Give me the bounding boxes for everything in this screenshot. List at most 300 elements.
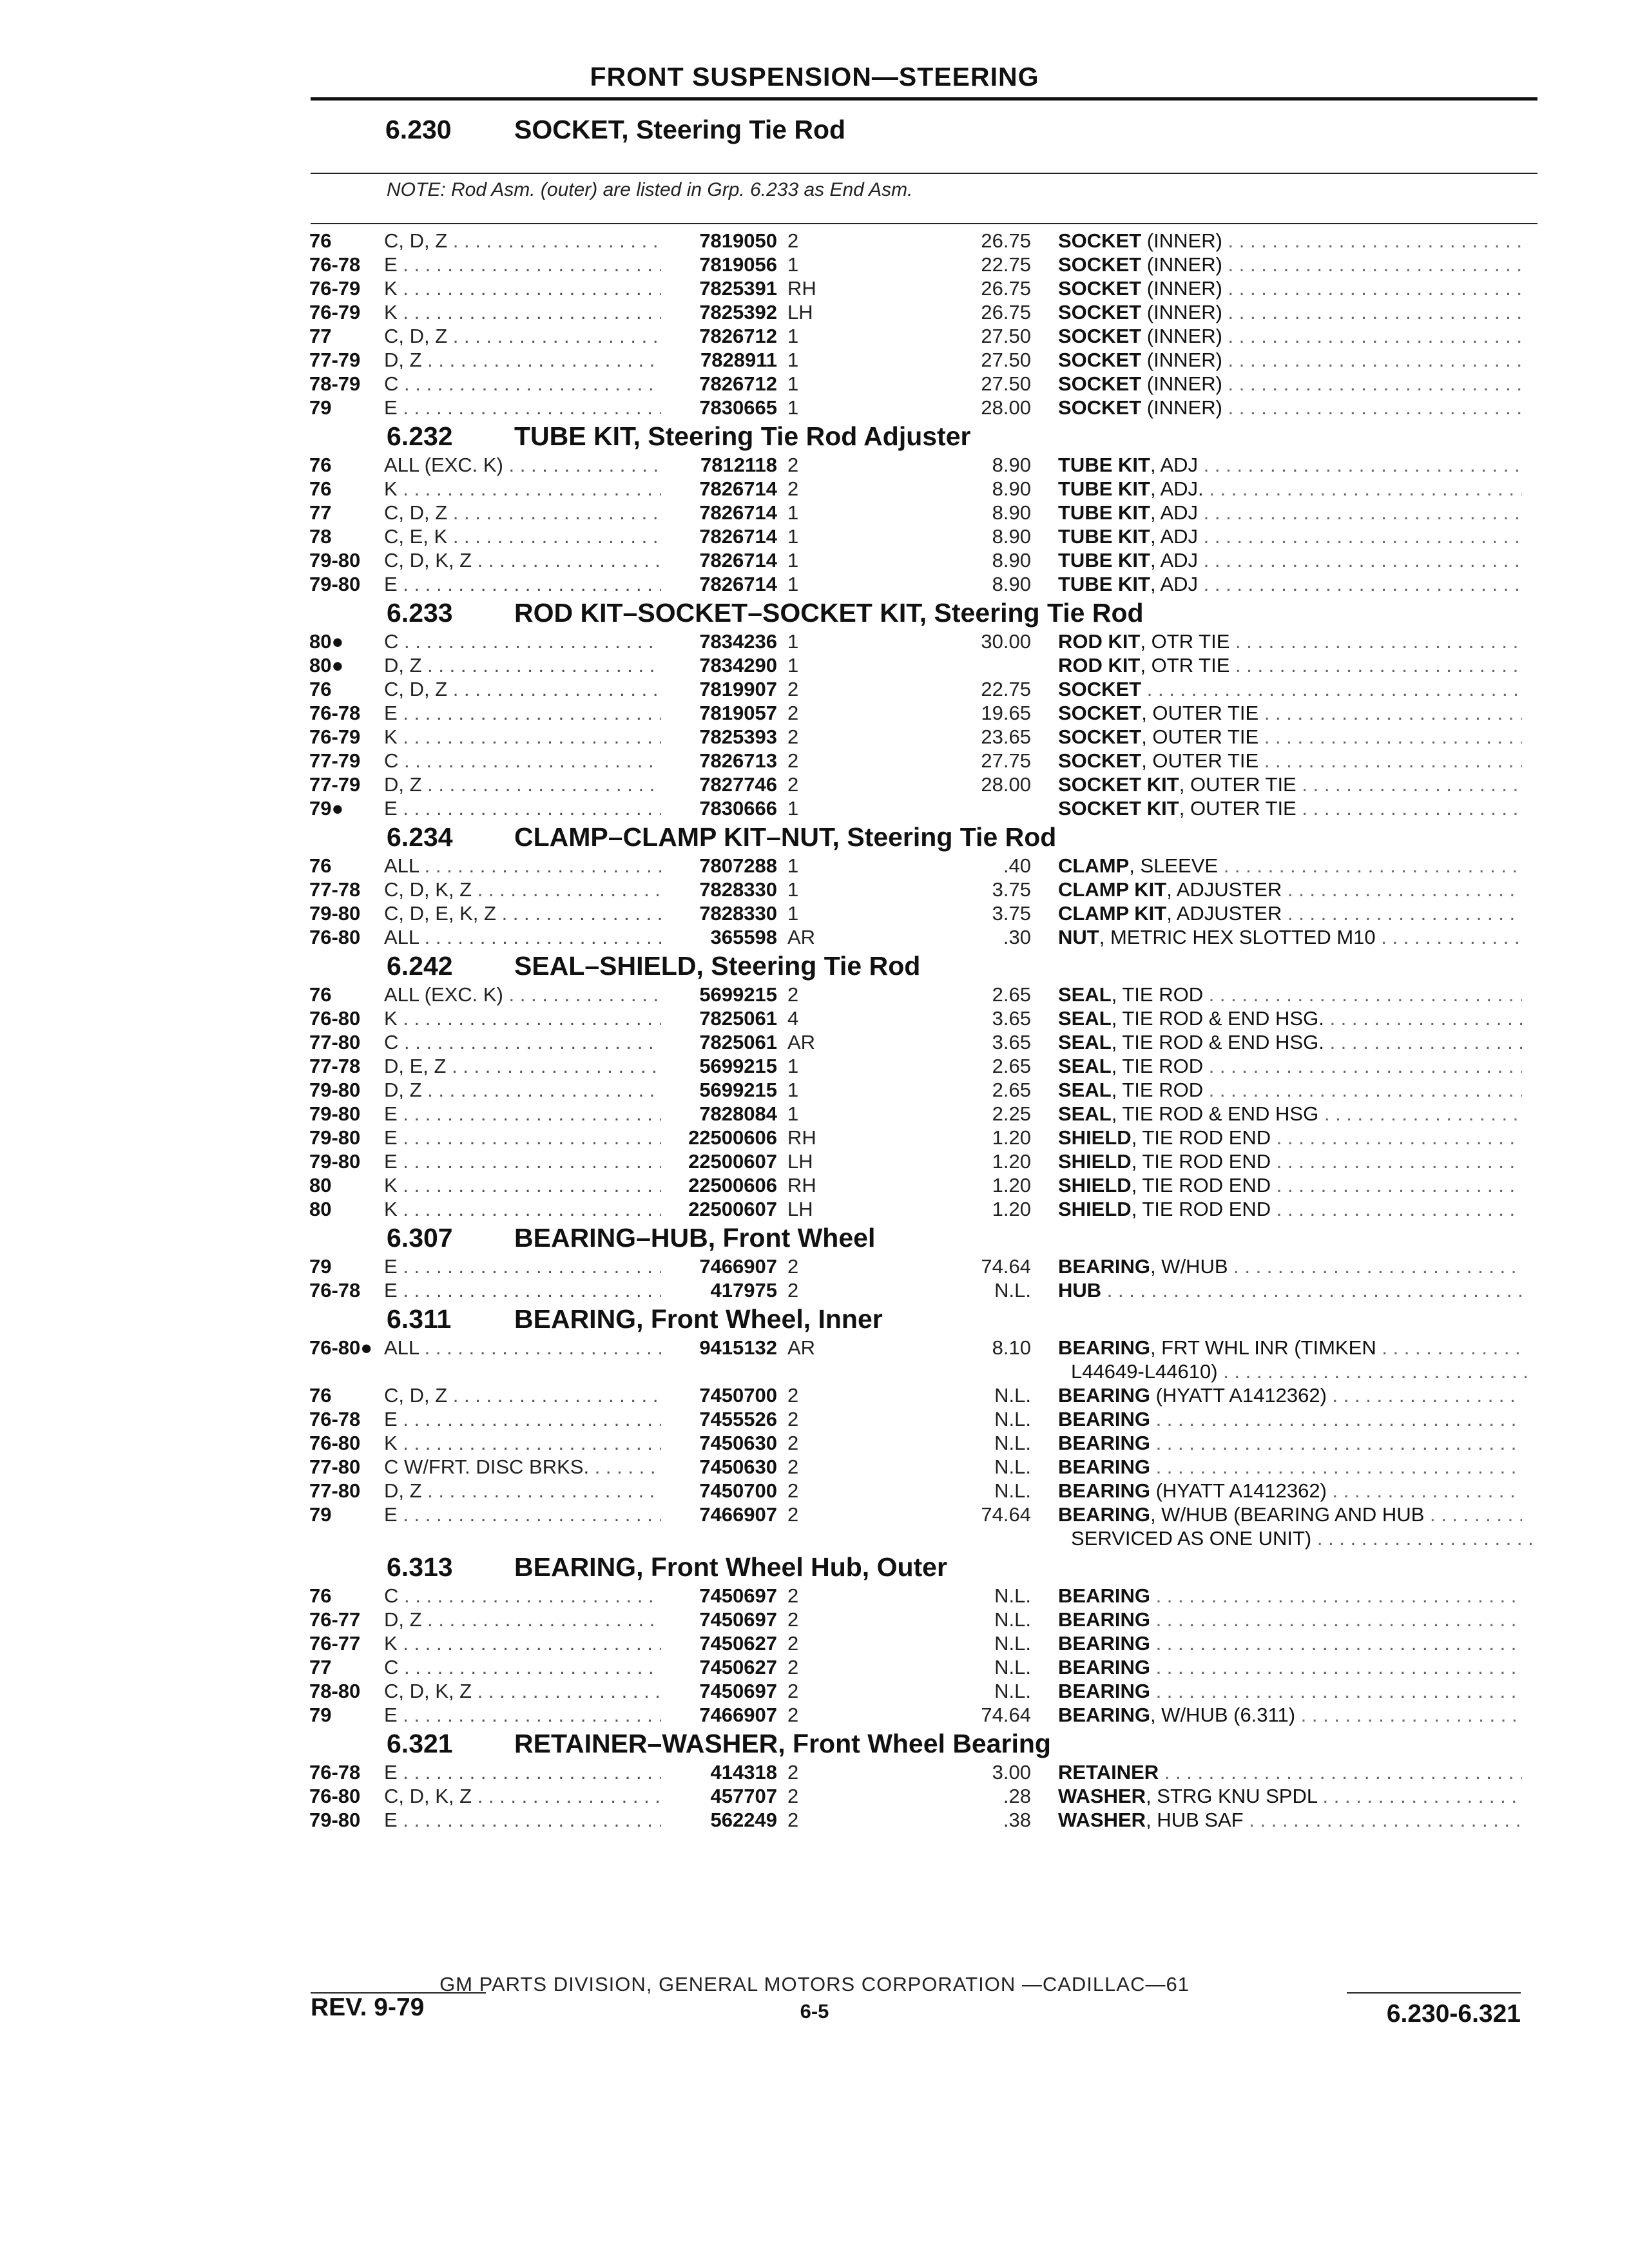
quantity: 2 xyxy=(787,1503,799,1526)
part-detail: , ADJ xyxy=(1150,454,1199,476)
part-name: CLAMP xyxy=(1058,854,1130,877)
part-name: SEAL xyxy=(1058,983,1112,1006)
quantity: 1 xyxy=(787,1079,799,1101)
list-price: 1.20 xyxy=(992,1126,1031,1149)
part-description xyxy=(1058,1254,1522,1278)
part-description xyxy=(1058,1030,1522,1054)
part-description xyxy=(1071,1526,1535,1550)
part-row xyxy=(309,725,1534,749)
quantity: AR xyxy=(787,926,816,948)
year-range: 79-80 xyxy=(309,1809,361,1831)
model-codes: D, Z . . . xyxy=(384,348,661,372)
part-number: 562249 xyxy=(710,1809,777,1831)
quantity: 2 xyxy=(787,1432,799,1454)
part-row xyxy=(309,501,1534,524)
part-detail: (INNER) xyxy=(1141,253,1222,276)
part-row xyxy=(309,1479,1534,1503)
note-text: NOTE: Rod Asm. (outer) are listed in Grp. 6.233 as End Asm. xyxy=(387,179,913,200)
quantity: 2 xyxy=(787,702,799,724)
part-name: BEARING xyxy=(1058,1336,1150,1359)
part-description xyxy=(1058,653,1522,677)
year-range: 79-80 xyxy=(309,902,361,925)
year-range: 76 xyxy=(309,1384,332,1407)
list-price: N.L. xyxy=(994,1584,1031,1607)
list-price: 74.64 xyxy=(981,1503,1031,1526)
quantity: 1 xyxy=(787,1055,799,1077)
part-description xyxy=(1058,1584,1522,1608)
list-price: 2.65 xyxy=(992,1055,1031,1077)
part-number: 7819907 xyxy=(699,678,777,700)
list-price: 28.00 xyxy=(981,773,1031,796)
part-number: 7826714 xyxy=(699,477,777,500)
year-range: 76-79 xyxy=(309,277,361,300)
part-row xyxy=(309,1383,1534,1407)
part-number: 414318 xyxy=(710,1761,777,1783)
list-price: 3.75 xyxy=(992,902,1031,925)
part-detail: (INNER) xyxy=(1141,277,1222,300)
year-range: 76-77 xyxy=(309,1632,361,1655)
part-detail: , METRIC HEX SLOTTED M10 xyxy=(1099,926,1376,948)
year-range: 77-80 xyxy=(309,1031,361,1053)
model-codes: E . . . xyxy=(384,1407,661,1431)
part-name: SHIELD xyxy=(1058,1174,1132,1196)
part-description xyxy=(1071,1360,1535,1383)
year-range: 78-79 xyxy=(309,372,361,395)
part-name: SHIELD xyxy=(1058,1150,1132,1173)
model-codes: E . . . xyxy=(384,1126,661,1149)
part-name: BEARING xyxy=(1058,1704,1150,1726)
part-number: 7826714 xyxy=(699,573,777,595)
part-description xyxy=(1058,253,1522,276)
part-name: BEARING xyxy=(1058,1479,1150,1502)
part-name: BEARING xyxy=(1058,1680,1150,1702)
part-description xyxy=(1058,1479,1522,1503)
part-row xyxy=(309,1006,1534,1030)
part-number: 7827746 xyxy=(699,773,777,796)
part-row xyxy=(309,1149,1534,1173)
part-detail: SERVICED AS ONE UNIT) xyxy=(1071,1527,1312,1550)
year-range: 76 xyxy=(309,229,332,252)
quantity: 1 xyxy=(787,1102,799,1125)
quantity: 1 xyxy=(787,501,799,524)
year-range: 79● xyxy=(309,797,344,820)
year-range: 79-80 xyxy=(309,1150,361,1173)
model-codes: ALL (EXC. K) . . . xyxy=(384,983,661,1006)
part-description xyxy=(1058,1278,1522,1302)
part-number: 365598 xyxy=(710,926,777,948)
section-number: 6.311 xyxy=(387,1304,452,1334)
list-price: 8.90 xyxy=(992,573,1031,595)
list-price: 27.50 xyxy=(981,372,1031,395)
list-price: N.L. xyxy=(994,1279,1031,1302)
part-description xyxy=(1058,1703,1522,1727)
model-codes: ALL . . . xyxy=(384,1336,661,1360)
part-number: 7450627 xyxy=(699,1632,777,1655)
year-range: 79-80 xyxy=(309,1079,361,1101)
part-description xyxy=(1058,983,1522,1006)
model-codes: ALL (EXC. K) . . . xyxy=(384,453,661,477)
part-description xyxy=(1058,1784,1522,1808)
part-number: 22500606 xyxy=(688,1126,777,1149)
section-number: 6.234 xyxy=(387,822,453,852)
part-description xyxy=(1058,548,1522,572)
model-codes: E . . . xyxy=(384,701,661,725)
part-name: RETAINER xyxy=(1058,1761,1159,1783)
part-name: CLAMP KIT xyxy=(1058,902,1167,925)
year-range: 80 xyxy=(309,1198,332,1220)
year-range: 76 xyxy=(309,477,332,500)
part-row xyxy=(309,300,1534,324)
part-description xyxy=(1058,878,1522,901)
part-row xyxy=(309,983,1534,1006)
part-name: SOCKET xyxy=(1058,325,1142,347)
part-row xyxy=(309,524,1534,548)
section-heading xyxy=(309,1302,1534,1336)
list-price: 8.90 xyxy=(992,454,1031,476)
page-number: 6-5 xyxy=(800,2000,829,2023)
part-number: 7466907 xyxy=(699,1503,777,1526)
quantity: LH xyxy=(787,301,813,323)
part-name: SEAL xyxy=(1058,1102,1112,1125)
part-name: SOCKET xyxy=(1058,229,1142,252)
part-name: BEARING xyxy=(1058,1432,1150,1454)
model-codes: C, D, Z . . . xyxy=(384,1383,661,1407)
model-codes: E . . . xyxy=(384,1102,661,1126)
list-price: 22.75 xyxy=(981,678,1031,700)
quantity: 2 xyxy=(787,1384,799,1407)
list-price: 28.00 xyxy=(981,396,1031,419)
part-name: BEARING xyxy=(1058,1255,1150,1278)
part-number: 7455526 xyxy=(699,1408,777,1430)
year-range: 76 xyxy=(309,454,332,476)
revision-label: REV. 9-79 xyxy=(311,1994,425,2021)
model-codes: D, Z . . . xyxy=(384,1608,661,1631)
section-heading xyxy=(309,596,1534,629)
part-number: 5699215 xyxy=(699,1055,777,1077)
part-number: 7834290 xyxy=(699,654,777,677)
part-description xyxy=(1058,901,1522,925)
year-range: 77 xyxy=(309,1656,332,1678)
list-price: 22.75 xyxy=(981,253,1031,276)
year-range: 78 xyxy=(309,525,332,548)
model-codes: C . . . xyxy=(384,1584,661,1608)
part-row xyxy=(309,1407,1534,1431)
part-row xyxy=(309,1808,1534,1832)
part-name: ROD KIT xyxy=(1058,630,1141,653)
list-price: .30 xyxy=(1003,926,1031,948)
model-codes: E . . . xyxy=(384,1808,661,1832)
part-detail: , ADJ xyxy=(1150,501,1199,524)
part-name: SOCKET xyxy=(1058,372,1142,395)
section-heading xyxy=(309,949,1534,983)
page-header-title: FRONT SUSPENSION—STEERING xyxy=(590,62,1039,91)
part-row xyxy=(309,901,1534,925)
model-codes: D, Z . . . xyxy=(384,653,661,677)
part-row xyxy=(309,324,1534,348)
year-range: 76-80 xyxy=(309,1007,361,1030)
list-price: 8.90 xyxy=(992,477,1031,500)
part-description xyxy=(1058,1102,1522,1126)
list-price: .40 xyxy=(1003,854,1031,877)
list-price: .28 xyxy=(1003,1785,1031,1807)
model-codes: C, D, Z . . . xyxy=(384,229,661,253)
model-codes: K . . . xyxy=(384,1431,661,1455)
part-detail: , ADJ xyxy=(1150,549,1199,572)
part-name: SOCKET xyxy=(1058,726,1142,748)
part-name: SOCKET xyxy=(1058,277,1142,300)
part-description xyxy=(1058,372,1522,396)
part-name: SOCKET xyxy=(1058,396,1142,419)
quantity: LH xyxy=(787,1198,813,1220)
year-range: 77-78 xyxy=(309,878,361,901)
part-row xyxy=(309,1054,1534,1078)
part-row xyxy=(309,253,1534,276)
part-detail: , ADJ xyxy=(1150,573,1199,595)
part-detail: , W/HUB xyxy=(1150,1255,1228,1278)
quantity: RH xyxy=(787,1174,816,1196)
part-name: NUT xyxy=(1058,926,1099,948)
quantity: 2 xyxy=(787,1255,799,1278)
part-number: 7826714 xyxy=(699,525,777,548)
year-range: 76 xyxy=(309,854,332,877)
part-description xyxy=(1058,276,1522,300)
quantity: 1 xyxy=(787,349,799,371)
part-detail: , SLEEVE xyxy=(1129,854,1219,877)
section-title: BEARING, Front Wheel, Inner xyxy=(514,1304,883,1334)
part-number: 7450697 xyxy=(699,1680,777,1702)
model-codes: C, D, Z . . . xyxy=(384,324,661,348)
part-number: 22500606 xyxy=(688,1174,777,1196)
part-description xyxy=(1058,1455,1522,1479)
part-detail: , ADJ xyxy=(1150,525,1199,548)
part-row xyxy=(309,348,1534,372)
model-codes: E . . . xyxy=(384,796,661,820)
quantity: 1 xyxy=(787,573,799,595)
quantity: 2 xyxy=(787,1584,799,1607)
part-number: 457707 xyxy=(710,1785,777,1807)
part-row xyxy=(309,1608,1534,1631)
part-name: SEAL xyxy=(1058,1079,1112,1101)
section-range: 6.230-6.321 xyxy=(1386,2000,1521,2028)
quantity: RH xyxy=(787,1126,816,1149)
part-row xyxy=(309,1030,1534,1054)
list-price: 27.75 xyxy=(981,749,1031,772)
part-name: TUBE KIT xyxy=(1058,454,1150,476)
list-price: 1.20 xyxy=(992,1174,1031,1196)
part-detail: (INNER) xyxy=(1141,372,1222,395)
part-detail: (HYATT A1412362) xyxy=(1150,1479,1327,1502)
part-row xyxy=(309,1503,1534,1526)
list-price: N.L. xyxy=(994,1632,1031,1655)
part-name: BEARING xyxy=(1058,1632,1150,1655)
part-row xyxy=(309,1278,1534,1302)
quantity: 1 xyxy=(787,654,799,677)
part-name: BEARING xyxy=(1058,1384,1150,1407)
quantity: 1 xyxy=(787,372,799,395)
part-row xyxy=(309,1431,1534,1455)
model-codes: D, Z . . . xyxy=(384,1078,661,1102)
part-description xyxy=(1058,1197,1522,1221)
part-row xyxy=(309,477,1534,501)
year-range: 77-79 xyxy=(309,349,361,371)
part-description xyxy=(1058,1760,1522,1784)
year-range: 79 xyxy=(309,1255,332,1278)
quantity: 2 xyxy=(787,477,799,500)
year-range: 76-79 xyxy=(309,726,361,748)
part-number: 7807288 xyxy=(699,854,777,877)
part-detail: (INNER) xyxy=(1141,349,1222,371)
quantity: AR xyxy=(787,1336,816,1359)
part-description xyxy=(1058,1608,1522,1631)
part-name: WASHER xyxy=(1058,1785,1146,1807)
part-detail: , TIE ROD xyxy=(1111,1079,1204,1101)
quantity: 2 xyxy=(787,1704,799,1726)
model-codes: E . . . xyxy=(384,396,661,419)
model-codes: K . . . xyxy=(384,477,661,501)
note-rule xyxy=(311,223,1537,224)
model-codes: K . . . xyxy=(384,725,661,749)
part-name: SHIELD xyxy=(1058,1198,1132,1220)
part-name: SOCKET xyxy=(1058,749,1142,772)
model-codes: C, D, Z . . . xyxy=(384,677,661,701)
part-description xyxy=(1058,1808,1522,1832)
list-price: 23.65 xyxy=(981,726,1031,748)
part-name: SOCKET KIT xyxy=(1058,773,1179,796)
year-range: 79-80 xyxy=(309,1126,361,1149)
list-price: 8.10 xyxy=(992,1336,1031,1359)
list-price: 2.25 xyxy=(992,1102,1031,1125)
part-detail: , TIE ROD END xyxy=(1131,1126,1271,1149)
quantity: 1 xyxy=(787,396,799,419)
list-price: 26.75 xyxy=(981,229,1031,252)
part-detail: , OUTER TIE xyxy=(1141,749,1259,772)
part-name: BEARING xyxy=(1058,1656,1150,1678)
part-number: 7834236 xyxy=(699,630,777,653)
part-row xyxy=(309,1703,1534,1727)
part-number: 7830666 xyxy=(699,797,777,820)
year-range: 76 xyxy=(309,1584,332,1607)
part-row xyxy=(309,1197,1534,1221)
part-name: SOCKET xyxy=(1058,301,1142,323)
list-price: N.L. xyxy=(994,1656,1031,1678)
part-detail: , TIE ROD & END HSG. xyxy=(1111,1031,1324,1053)
model-codes: D, Z . . . xyxy=(384,773,661,796)
part-detail: , TIE ROD END xyxy=(1131,1150,1271,1173)
part-description xyxy=(1058,1407,1522,1431)
part-number: 7825392 xyxy=(699,301,777,323)
footer-publisher: GM PARTS DIVISION, GENERAL MOTORS CORPORATION —CADILLAC—61 xyxy=(439,1973,1190,1995)
part-description xyxy=(1058,1679,1522,1703)
part-detail: , TIE ROD & END HSG. xyxy=(1111,1007,1324,1030)
model-codes: C . . . xyxy=(384,629,661,653)
part-detail: , OTR TIE xyxy=(1140,654,1230,677)
list-price: N.L. xyxy=(994,1479,1031,1502)
list-price: 2.65 xyxy=(992,983,1031,1006)
part-row xyxy=(309,1631,1534,1655)
model-codes: E . . . xyxy=(384,1149,661,1173)
year-range: 76-77 xyxy=(309,1608,361,1631)
part-row xyxy=(309,1760,1534,1784)
section-title: BEARING, Front Wheel Hub, Outer xyxy=(514,1552,947,1582)
part-row xyxy=(309,1102,1534,1126)
part-name: SEAL xyxy=(1058,1055,1112,1077)
model-codes: E . . . xyxy=(384,1503,661,1526)
year-range: 79-80 xyxy=(309,573,361,595)
year-range: 79-80 xyxy=(309,549,361,572)
model-codes: ALL . . . xyxy=(384,854,661,878)
part-row xyxy=(309,372,1534,396)
quantity: 2 xyxy=(787,1608,799,1631)
part-detail: , HUB SAF xyxy=(1146,1809,1244,1831)
quantity: 2 xyxy=(787,773,799,796)
list-price: N.L. xyxy=(994,1456,1031,1478)
quantity: 2 xyxy=(787,229,799,252)
part-number: 7819057 xyxy=(699,702,777,724)
part-detail: L44649-L44610) xyxy=(1071,1360,1218,1383)
quantity: LH xyxy=(787,1150,813,1173)
part-number: 7450700 xyxy=(699,1479,777,1502)
part-number: 7825061 xyxy=(699,1031,777,1053)
model-codes: E . . . xyxy=(384,1703,661,1727)
list-price: 3.75 xyxy=(992,878,1031,901)
quantity: AR xyxy=(787,1031,816,1053)
list-price: 30.00 xyxy=(981,630,1031,653)
part-row xyxy=(309,878,1534,901)
part-number: 7450697 xyxy=(699,1608,777,1631)
year-range: 80● xyxy=(309,630,344,653)
part-row xyxy=(309,572,1534,596)
year-range: 77 xyxy=(309,325,332,347)
part-name: SOCKET xyxy=(1058,702,1142,724)
part-number: 7828911 xyxy=(700,349,777,371)
quantity: 2 xyxy=(787,1632,799,1655)
part-number: 22500607 xyxy=(688,1198,777,1220)
model-codes: D, E, Z . . . xyxy=(384,1054,661,1078)
part-row xyxy=(309,396,1534,419)
part-row xyxy=(309,653,1534,677)
description-continuation xyxy=(309,1360,1534,1383)
year-range: 76-78 xyxy=(309,702,361,724)
part-detail: , TIE ROD xyxy=(1111,983,1204,1006)
section-title: CLAMP–CLAMP KIT–NUT, Steering Tie Rod xyxy=(514,822,1057,852)
part-name: CLAMP KIT xyxy=(1058,878,1167,901)
list-price: N.L. xyxy=(994,1680,1031,1702)
part-description xyxy=(1058,396,1522,419)
part-detail: (HYATT A1412362) xyxy=(1150,1384,1327,1407)
part-number: 7450630 xyxy=(699,1432,777,1454)
part-description xyxy=(1058,1431,1522,1455)
part-description xyxy=(1058,854,1522,878)
part-detail: (INNER) xyxy=(1141,396,1222,419)
section-heading-6-230 xyxy=(385,115,845,145)
model-codes: D, Z . . . xyxy=(384,1479,661,1503)
part-detail: , OUTER TIE xyxy=(1141,726,1259,748)
quantity: 2 xyxy=(787,1456,799,1478)
model-codes: K . . . xyxy=(384,276,661,300)
part-number: 7830665 xyxy=(699,396,777,419)
list-price: 26.75 xyxy=(981,301,1031,323)
part-detail: , OTR TIE xyxy=(1140,630,1230,653)
model-codes: C, E, K . . . xyxy=(384,524,661,548)
part-number: 7825391 xyxy=(699,277,777,300)
part-description xyxy=(1058,453,1522,477)
model-codes: E . . . xyxy=(384,253,661,276)
year-range: 77-79 xyxy=(309,773,361,796)
part-number: 7450630 xyxy=(699,1456,777,1478)
part-row xyxy=(309,629,1534,653)
quantity: 1 xyxy=(787,854,799,877)
part-detail: , ADJUSTER xyxy=(1166,902,1282,925)
